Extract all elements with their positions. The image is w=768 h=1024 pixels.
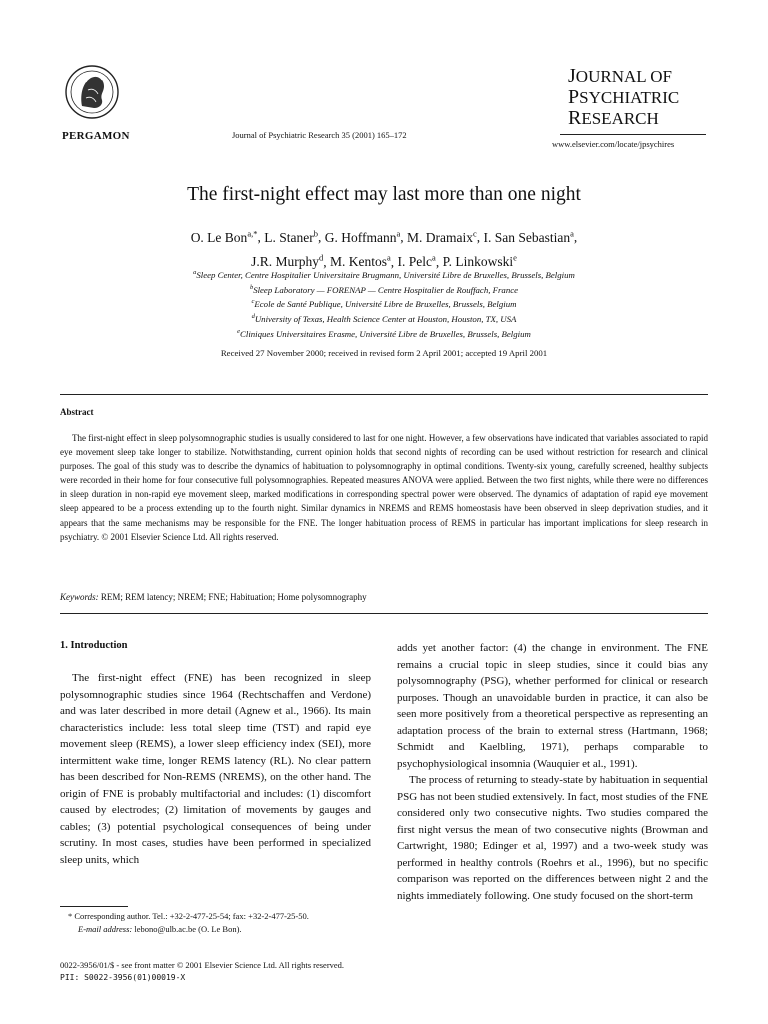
- article-title: The first-night effect may last more than one night: [187, 184, 581, 205]
- email-value[interactable]: lebono@ulb.ac.be (O. Le Bon).: [132, 923, 242, 934]
- left-column: [60, 670, 371, 868]
- author-line-2: J.R. Murphy$^d$, M. Kentos$^a$, I. Pelc$^a$, P. Linkowski$^e$: [251, 252, 517, 269]
- author-name: L. Staner$^b$: [264, 228, 318, 245]
- journal-title: [568, 66, 679, 129]
- journal-title-line-3: RESEARCH: [568, 107, 659, 129]
- author-name: O. Le Bon$^{a,*}$: [190, 228, 258, 245]
- journal-title-line-1: JOURNAL OF: [568, 65, 672, 87]
- abstract-text: The first-night effect in sleep polysomnographic studies is usually considered to last for one night. However, a few observations have indicated that variables associated to rapid eye movement sleep take longer to stabilize. Notwithstanding, current opinion holds that second nights of recording can be used without restriction for research and clinical purposes. The goal of this study was to describe the dynamics of habituation to polysomnography in optimal conditions. Twenty-six young, carefully screened, healthy subjects were recorded in their home for four consecutive full polysomnographies. Repeated measures ANOVA were applied. Between the two first nights, while there were no differences in sleep duration in non-rapid eye movement sleep, marked modifications in corresponding spectral power were observed. The dynamics of adaptation of rapid eye movement sleep appeared to be a process extending up to the fourth night. Similar dynamics in NREMS and REMS homeostasis have been observed in sleep deprivation studies, and it appears that the same mechanisms may be responsible for the FNE. The longer habituation process of REMS in particular has important implications for sleep research in psychiatry. © 2001 Elsevier Science Ltd. All rights reserved.: [60, 433, 708, 542]
- publisher-name: PERGAMON: [62, 130, 130, 142]
- affiliation: $^d$University of Texas, Health Science Center at Houston, Houston, TX, USA: [251, 313, 517, 325]
- keywords-list: REM; REM latency; NREM; FNE; Habituation; Home polysomnography: [100, 592, 367, 602]
- corresponding-author: * Corresponding author. Tel.: +32-2-477-25-54; fax: +32-2-477-25-50.: [68, 911, 309, 921]
- right-column: [397, 640, 708, 904]
- intro-paragraph-continued: adds yet another factor: (4) the change in environment. The FNE remains a crucial topic in sleep studies, since it could bias any polysomnography (PSG), whether performed for clinical or research purposes. Though an unavoidable burden in practice, it can also be seen more positively from a theoretical perspective as representing an adaptation process of the brain to external stress (Hartmann, 1968; Schmidt and Kaelbling, 1971), perhaps comparable to psychophysiological insomnia (Wauquier et al., 1991).: [397, 642, 708, 770]
- section-heading: 1. Introduction: [60, 640, 128, 651]
- author-name: I. Pelc$^a$: [397, 252, 436, 269]
- keywords: [60, 592, 367, 602]
- abstract-bottom-divider: [60, 613, 708, 614]
- abstract-heading: Abstract: [60, 407, 94, 417]
- journal-url-link[interactable]: www.elsevier.com/locate/jpsychires: [552, 139, 675, 149]
- journal-citation: Journal of Psychiatric Research 35 (2001) 165–172: [232, 130, 407, 140]
- affiliation-list: [0, 267, 768, 341]
- footnote-divider: [60, 906, 128, 907]
- pii-line: PII: S0022-3956(01)00019-X: [60, 973, 186, 982]
- elsevier-tree-logo-icon: [64, 62, 120, 124]
- author-list: [0, 223, 768, 272]
- email-address: [60, 923, 371, 936]
- author-line-1: O. Le Bon$^{a,*}$, L. Staner$^b$, G. Hoffmann$^a$, M. Dramaix$^c$, I. San Sebastian$^a$,: [190, 228, 578, 245]
- author-name: M. Kentos$^a$: [330, 252, 391, 269]
- abstract-top-divider: [60, 394, 708, 395]
- author-name: G. Hoffmann$^a$: [324, 228, 401, 245]
- copyright-line: 0022-3956/01/$ - see front matter © 2001 Elsevier Science Ltd. All rights reserved.: [60, 960, 345, 970]
- affiliation: $^a$Sleep Center, Centre Hospitalier Universitaire Brugmann, Université Libre de Bruxelles, Brussels, Belgium: [193, 269, 575, 280]
- author-name: J.R. Murphy$^d$: [251, 252, 324, 269]
- journal-divider: [560, 134, 706, 135]
- author-name: I. San Sebastian$^a$: [483, 228, 574, 245]
- intro-paragraph: The first-night effect (FNE) has been recognized in sleep polysomnographic studies since 1964 (Rechtschaffen and Verdone) and was later described in more detail (Agnew et al., 1966). Its main characteristics include: less total sleep time (TST) and rapid eye movement sleep (REMS), a lower sleep efficiency index (SEI), more intermittent wake time, longer REMS latency (RL). No clear pattern has been described for Non-REMS (NREMS), on the other hand. The origin of FNE is probably multifactorial and includes: (1) discomfort caused by electrodes; (2) limitation of movements by gauges and cables; (3) potential psychological consequences of being under scrutiny. In most cases, studies have been performed in specialized sleep units, which: [60, 672, 371, 866]
- journal-title-line-2: PSYCHIATRIC: [568, 86, 680, 108]
- author-name: P. Linkowski$^e$: [442, 252, 517, 269]
- email-label: E-mail address:: [78, 923, 133, 934]
- affiliation: $^c$Ecole de Santé Publique, Université Libre de Bruxelles, Brussels, Belgium: [251, 298, 517, 310]
- affiliation: $^b$Sleep Laboratory — FORENAP — Centre Hospitalier de Rouffach, France: [249, 283, 519, 295]
- habituation-paragraph: The process of returning to steady-state by habituation in sequential PSG has not been studied extensively. In fact, most studies of the FNE considered only two consecutive nights. Two studies compared the first night versus the mean of two consecutive nights (Browman and Cartwright, 1980; Edinger et al, 1997) and a two-week study was performed in healthy controls (Roehrs et al., 1996), but no specific comparison was reported on the differences between night 2 and the nights immediately following. One study focused on the short-term: [397, 774, 708, 902]
- affiliation: $^e$Cliniques Universitaires Erasme, Université Libre de Bruxelles, Brussels, Belgium: [237, 327, 531, 339]
- author-name: M. Dramaix$^c$: [407, 228, 477, 245]
- keywords-label: Keywords:: [60, 592, 99, 602]
- footnote: [60, 910, 371, 936]
- received-dates: Received 27 November 2000; received in revised form 2 April 2001; accepted 19 April 2001: [220, 348, 548, 358]
